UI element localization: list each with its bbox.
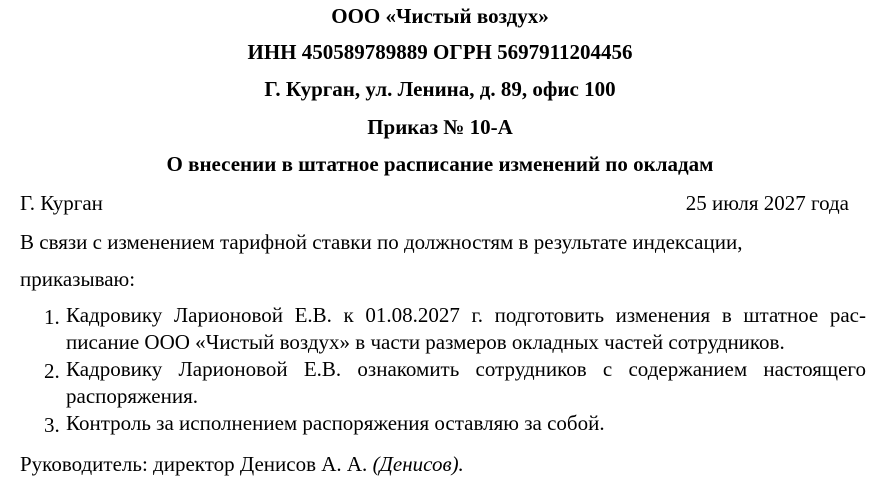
preamble-text: В связи с изменением тарифной ставки по должностям в результате индексации, — [20, 230, 743, 254]
company-address: Г. Курган, ул. Ленина, д. 89, офис 100 — [264, 77, 616, 101]
list-item-text-line: Кадровику Ларионовой Е.В. к 01.08.2027 г. подготовить изменения в штатное рас- — [66, 303, 866, 327]
order-date: 25 июля 2027 года — [685, 191, 849, 215]
signature-name: (Денисов). — [372, 452, 464, 476]
list-item-text-line: писание ООО «Чистый воздух» в части размеров окладных частей сотрудников. — [66, 330, 785, 354]
list-item-text-line: Кадровику Ларионовой Е.В. ознакомить сотрудников с содержанием настоящего — [66, 357, 866, 381]
company-name: ООО «Чистый воздух» — [331, 4, 549, 28]
order-subject: О внесении в штатное расписание изменений по окладам — [166, 152, 714, 176]
signature-label: Руководитель: директор Денисов А. А. — [20, 452, 368, 476]
order-directive: приказываю: — [20, 267, 136, 291]
company-requisites: ИНН 450589789889 ОГРН 5697911204456 — [247, 40, 633, 64]
list-item-text-line: распоряжения. — [66, 384, 198, 408]
list-item-text-line: Контроль за исполнением распоряжения оставляю за собой. — [66, 411, 605, 435]
order-city: Г. Курган — [20, 191, 103, 215]
order-title: Приказ № 10-А — [367, 115, 513, 139]
list-item-number: 3. — [44, 413, 60, 437]
list-item-number: 1. — [44, 305, 60, 329]
list-item-number: 2. — [44, 359, 60, 383]
signature-block — [20, 452, 464, 476]
